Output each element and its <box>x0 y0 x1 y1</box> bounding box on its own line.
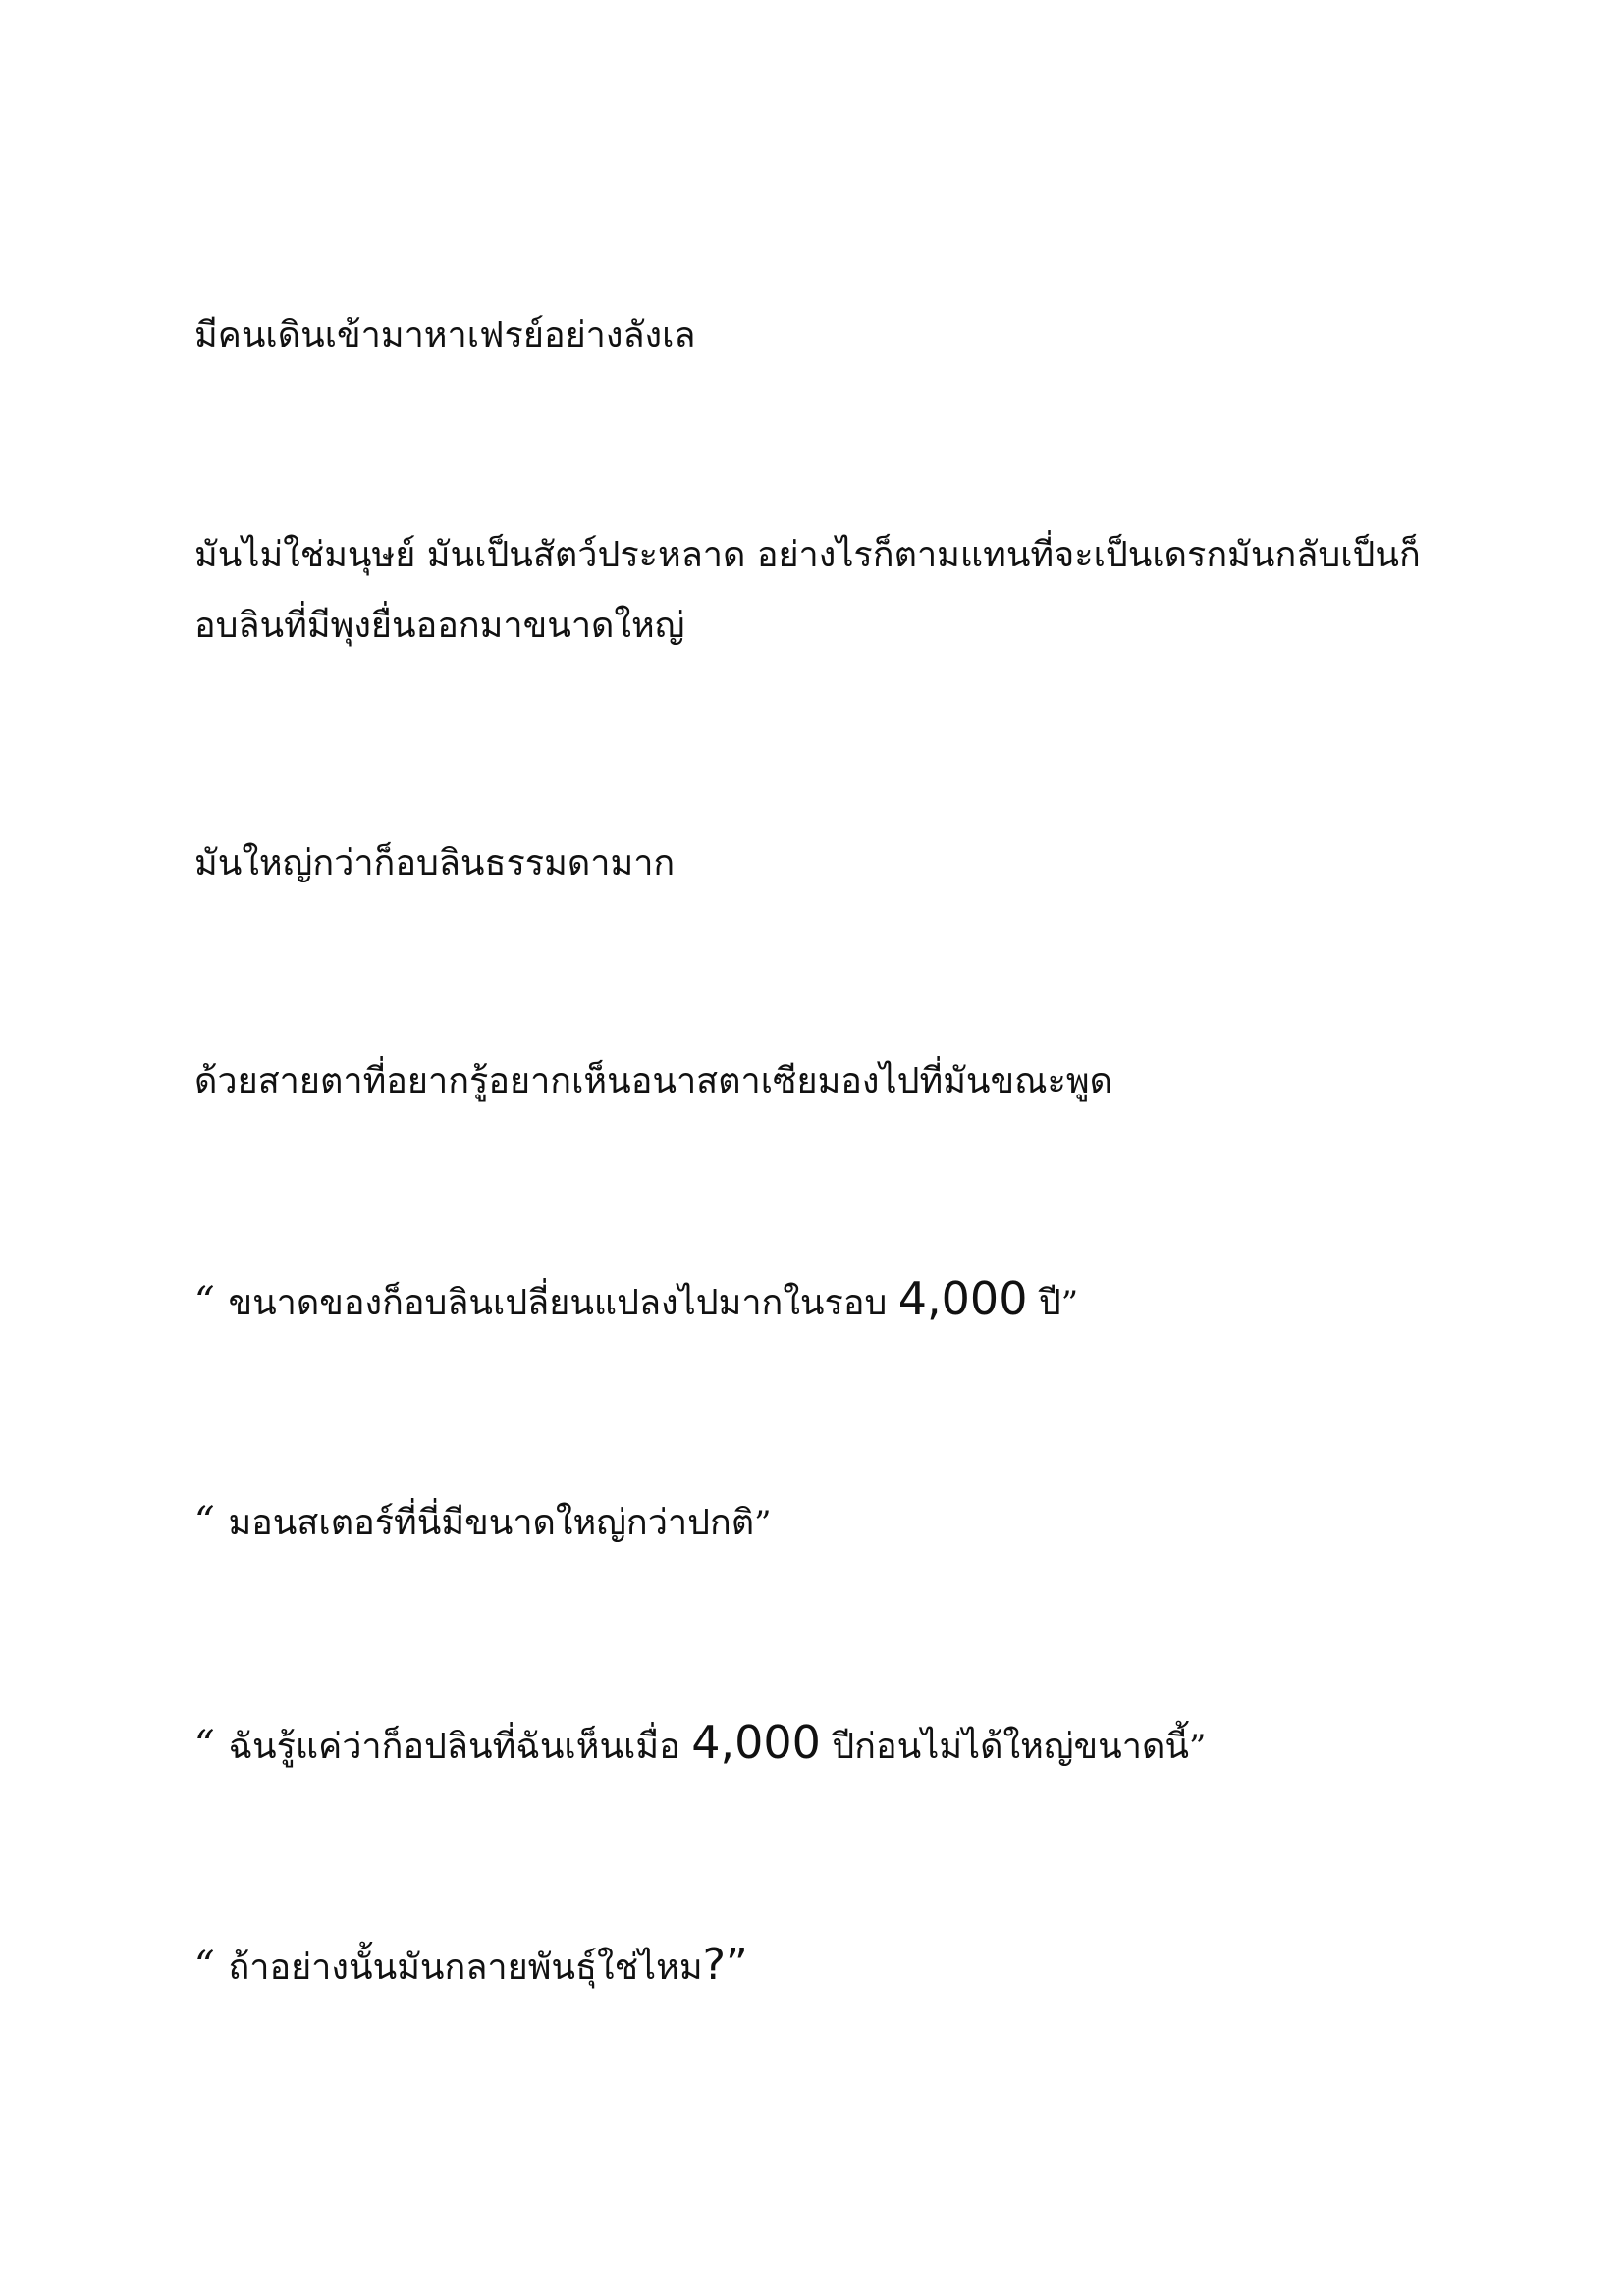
quote-1-text-after: ปี <box>1027 1283 1061 1323</box>
quote-4-text: ถ้าอย่างนั้นมันกลายพันธุ์ใช่ไหม <box>228 1948 703 1988</box>
quote-2 <box>194 1499 1422 1544</box>
quote-4-open-mark: “ <box>194 1944 215 1989</box>
quote-1-open-mark: “ <box>194 1279 215 1324</box>
paragraph-2 <box>194 535 1422 679</box>
quote-3-text-after: ปีก่อนไม่ได้ใหญ่ขนาดนี้ <box>820 1727 1189 1767</box>
paragraph-3-text: มันใหญ่กว่าก็อบลินธรรมดามาก <box>194 843 676 883</box>
quote-1-number: 4,000 <box>897 1272 1028 1325</box>
quote-3-text-before: ฉันรู้แค่ว่าก็อปลินที่ฉันเห็นเมื่อ <box>228 1727 692 1767</box>
paragraph-1-text: มีคนเดินเข้ามาหาเฟรย์อย่างลังเล <box>194 315 696 355</box>
paragraph-1 <box>194 315 1422 355</box>
quote-3 <box>194 1716 1422 1769</box>
quote-1 <box>194 1272 1422 1325</box>
paragraph-2-line-2: อบลินที่มีพุงยื่นออกมาขนาดใหญ่ <box>194 606 685 646</box>
quote-2-open-mark: “ <box>194 1499 215 1544</box>
paragraph-2-line-1: มันไม่ใช่มนุษย์ มันเป็นสัตว์ประหลาด อย่างไรก็ตามแทนที่จะเป็นเดรกมันกลับเป็นก็ <box>194 535 1421 575</box>
paragraph-4 <box>194 1061 1422 1101</box>
paragraph-3 <box>194 843 1422 883</box>
quote-3-number: 4,000 <box>691 1716 821 1769</box>
paragraph-4-text: ด้วยสายตาที่อยากรู้อยากเห็นอนาสตาเซียมองไปที่มันขณะพูด <box>194 1061 1112 1101</box>
quote-1-text-before: ขนาดของก็อบลินเปลี่ยนแปลงไปมากในรอบ <box>228 1283 898 1323</box>
quote-2-close-mark: ” <box>754 1504 772 1543</box>
quote-4 <box>194 1940 1422 1990</box>
quote-1-close-mark: ” <box>1060 1284 1079 1323</box>
quote-3-close-mark: ” <box>1188 1728 1207 1767</box>
quote-2-text: มอนสเตอร์ที่นี่มีขนาดใหญ่กว่าปกติ <box>228 1503 755 1543</box>
quote-3-open-mark: “ <box>194 1723 215 1768</box>
quote-4-close-mark: ?” <box>702 1940 748 1990</box>
